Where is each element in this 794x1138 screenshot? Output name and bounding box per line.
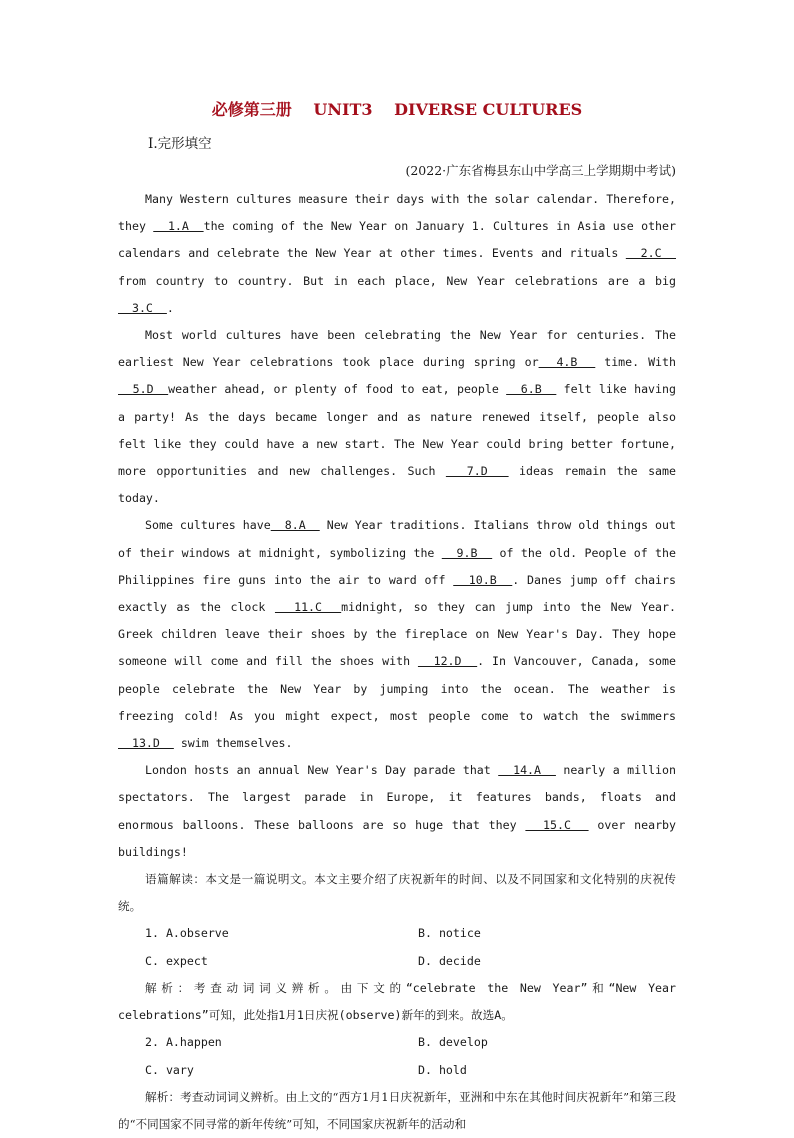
question-2-options-row-2 (118, 1057, 676, 1084)
answer-blank-6: 6.B (506, 382, 557, 397)
option-1a: 1. A.observe (145, 926, 229, 941)
text: . Danes jump off chairs exactly as the clock (118, 572, 676, 615)
answer-blank-9: 9.B (441, 545, 493, 560)
text: midnight, so they can jump into the New Year. Greek children leave their shoes by the fireplace on New Year's Day. They hope someone will come and fill the shoes with (118, 600, 676, 669)
text: of the old. People of the Philippines fire guns into the air to ward off (118, 545, 676, 587)
paragraph-4 (118, 757, 676, 866)
question-1-options-row-2 (118, 948, 676, 975)
explanation-1: 解析：考查动词词义辨析。由下文的“celebrate the New Year”和“New Year celebrations”可知，此处指1月1日庆祝(observe)新年的到来。故选A。 (118, 980, 676, 1023)
text: weather ahead, or plenty of food to eat, people (168, 382, 507, 397)
option-2d: D. hold (418, 1062, 467, 1077)
text: felt like having a party! As the days became longer and as nature renewed itself, people also felt like they could have a new start. The New Year could bring better fortune, more opportunities and new challenges. Such (118, 382, 676, 479)
answer-blank-7: 7.D (445, 464, 509, 479)
option-1b: B. notice (418, 926, 481, 941)
answer-blank-8: 8.A (270, 518, 320, 533)
exam-source: (2022·广东省梅县东山中学高三上学期期中考试) (405, 163, 676, 178)
answer-blank-3: 3.C (118, 300, 167, 315)
paragraph-3 (118, 512, 676, 757)
answer-blank-11: 11.C (274, 600, 342, 615)
title-unit: UNIT3 (313, 100, 373, 119)
text: Many Western cultures measure their days with the solar calendar. Therefore, they (118, 192, 676, 234)
explanation-2: 解析：考查动词词义辨析。由上文的“西方1月1日庆祝新年，亚洲和中东在其他时间庆祝新年”和第三段的“不同国家不同寻常的新年传统”可知，不同国家庆祝新年的活动和 (118, 1089, 676, 1131)
page-title (0, 97, 794, 120)
text: swim themselves. (173, 736, 293, 751)
text: Most world cultures have been celebrating the New Year for centuries. The earliest New Year celebrations took place during spring or (118, 328, 676, 370)
text: from country to country. But in each place, New Year celebrations are a big (118, 273, 676, 288)
answer-blank-12: 12.D (417, 654, 478, 669)
text: time. With (595, 355, 676, 370)
title-book: 必修第三册 (211, 100, 292, 119)
text: ideas remain the same today. (118, 464, 676, 506)
option-1c: C. expect (145, 953, 208, 968)
paragraph-1 (118, 186, 676, 322)
text: Some cultures have (145, 518, 271, 533)
answer-blank-1: 1.A (153, 219, 204, 234)
option-1d: D. decide (418, 953, 481, 968)
answer-blank-14: 14.A (498, 763, 556, 778)
text: nearly a million spectators. The largest parade in Europe, it features bands, floats and enormous balloons. These balloons are so huge that they (118, 763, 676, 832)
answer-blank-15: 15.C (525, 817, 589, 832)
text: over nearby buildings! (118, 817, 677, 859)
text: the coming of the New Year on January 1. Cultures in Asia use other calendars and celebrate the New Year at other times. Events and rituals (118, 219, 676, 261)
question-1-options-row-1 (118, 920, 676, 947)
option-2b: B. develop (418, 1035, 488, 1050)
answer-blank-5: 5.D (118, 382, 169, 397)
paragraph-2 (118, 322, 676, 512)
answer-blank-10: 10.B (453, 572, 513, 587)
passage-body (118, 186, 676, 1138)
question-2-options-row-1 (118, 1029, 676, 1056)
option-2a: 2. A.happen (145, 1035, 222, 1050)
answer-blank-2: 2.C (625, 246, 676, 261)
answer-blank-13: 13.D (118, 736, 174, 751)
text: New Year traditions. Italians throw old things out of their windows at midnight, symbolizing the (118, 518, 677, 560)
text: . (166, 300, 174, 315)
passage-analysis: 语篇解读：本文是一篇说明文。本文主要介绍了庆祝新年的时间、以及不同国家和文化特别的庆祝传统。 (118, 872, 676, 914)
text: London hosts an annual New Year's Day parade that (145, 763, 499, 778)
answer-blank-4: 4.B (538, 355, 596, 370)
title-name: DIVERSE CULTURES (394, 100, 583, 119)
option-2c: C. vary (145, 1062, 194, 1077)
section-label: Ⅰ.完形填空 (148, 136, 212, 152)
text: . In Vancouver, Canada, some people celebrate the New Year by jumping into the ocean. The weather is freezing cold! As you might expect, most people come to watch the swimmers (118, 654, 676, 723)
